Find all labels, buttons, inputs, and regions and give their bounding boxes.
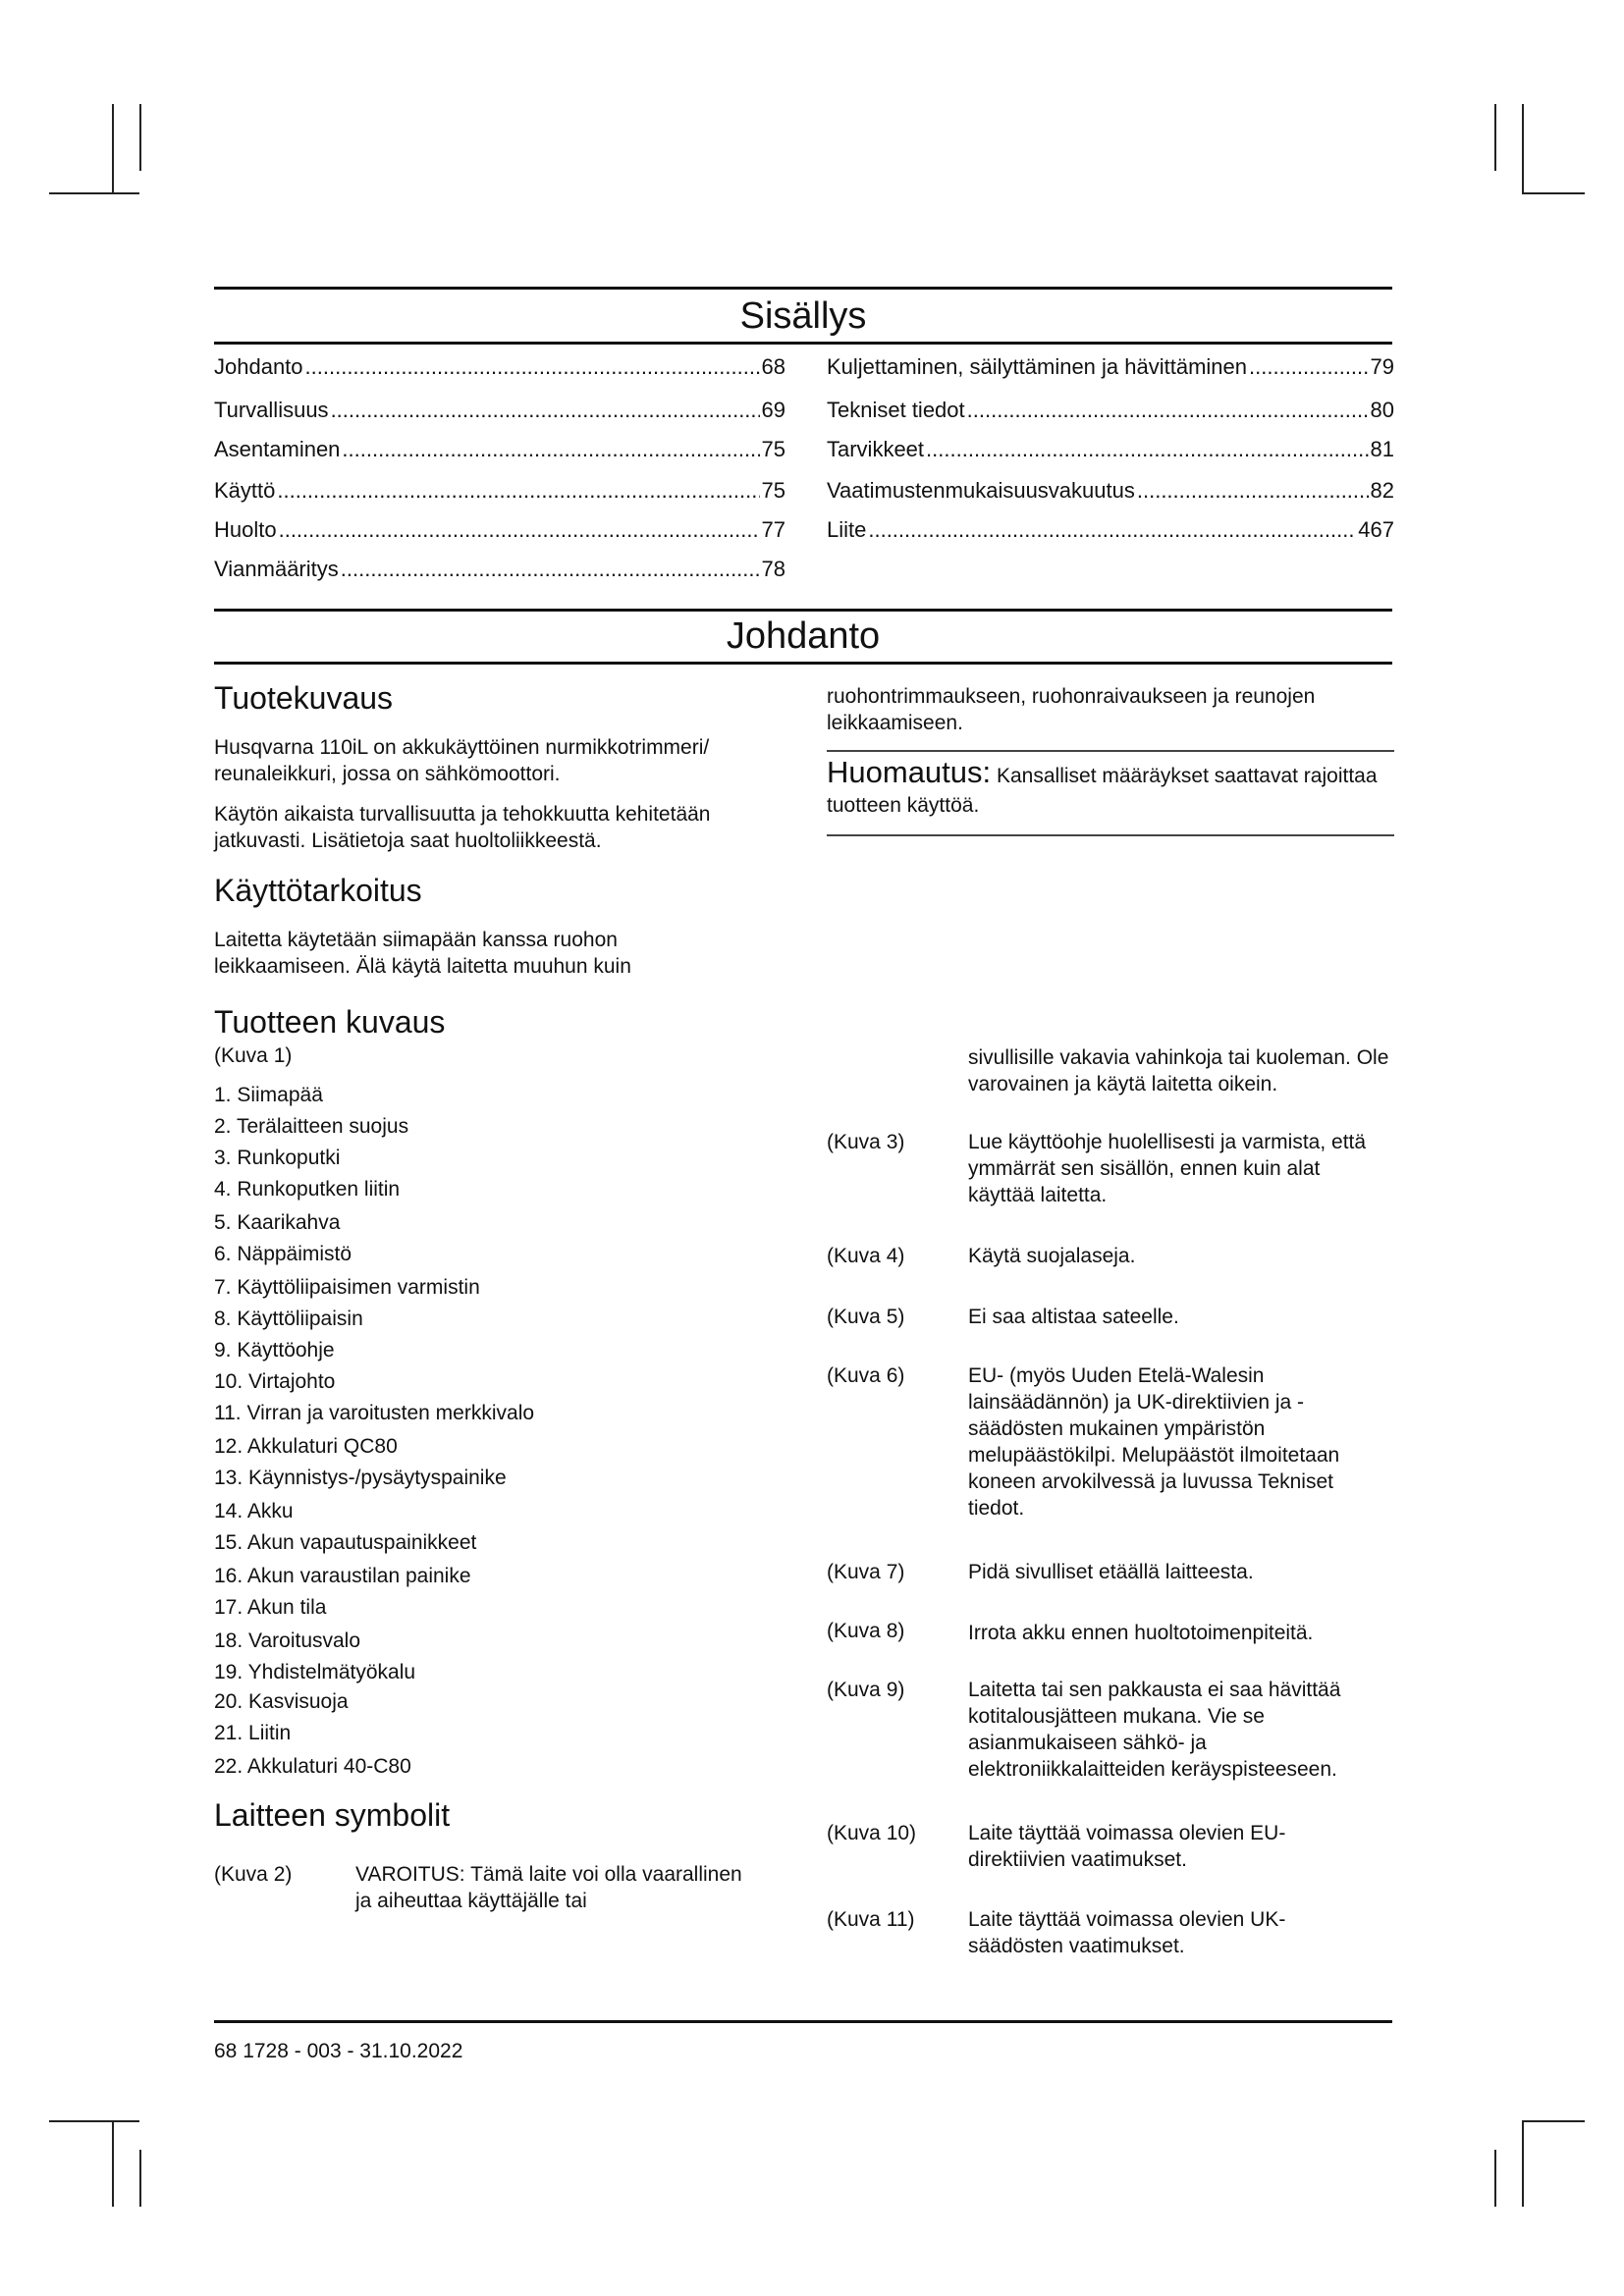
page-number: 68 xyxy=(214,2040,238,2062)
list-item: 22. Akkulaturi 40-C80 xyxy=(214,1755,411,1778)
section-title: Johdanto xyxy=(726,615,881,657)
toc-entry[interactable]: Vaatimustenmukaisuusvakuutus ..... 82 xyxy=(827,477,1394,505)
list-item: 21. Liitin xyxy=(214,1722,292,1744)
list-item: 7. Käyttöliipaisimen varmistin xyxy=(214,1276,480,1299)
figure-reference: (Kuva 1) xyxy=(214,1044,293,1067)
symbol-description: sivullisille vakavia vahinkoja tai kuoleman. Ole varovainen ja käytä laitetta oikein. xyxy=(968,1046,1389,1095)
symbol-reference: (Kuva 9) xyxy=(827,1679,905,1701)
list-item: 5. Kaarikahva xyxy=(214,1211,341,1234)
paragraph-product-description-2: Käytön aikaista turvallisuutta ja tehokkuutta kehitetään jatkuvasti. Lisätietoja saat huoltoliikkeestä. xyxy=(214,803,711,852)
paragraph-intended-use: Laitetta käytetään siimapään kanssa ruohon leikkaamiseen. Älä käytä laitetta muuhun kuin xyxy=(214,929,631,978)
list-item: 13. Käynnistys-/pysäytyspainike xyxy=(214,1467,507,1489)
symbol-description: Laitetta tai sen pakkausta ei saa hävittää kotitalousjätteen mukana. Vie se asianmukaiseen sähkö- ja elektroniikkalaitteiden keräyspisteeseen. xyxy=(968,1679,1341,1781)
list-item: 3. Runkoputki xyxy=(214,1147,341,1169)
symbol-reference: (Kuva 7) xyxy=(827,1561,905,1583)
crop-mark-tl-h xyxy=(49,192,139,194)
list-item: 15. Akun vapautuspainikkeet xyxy=(214,1531,477,1554)
list-item: 14. Akku xyxy=(214,1500,294,1522)
crop-mark-tl-v1 xyxy=(112,104,114,194)
list-item: 8. Käyttöliipaisin xyxy=(214,1308,363,1330)
symbol-reference: (Kuva 11) xyxy=(827,1908,915,1931)
symbol-description: VAROITUS: Tämä laite voi olla vaarallinen ja aiheuttaa käyttäjälle tai xyxy=(355,1863,742,1912)
symbol-reference: (Kuva 10) xyxy=(827,1822,917,1844)
symbol-description: Pidä sivulliset etäällä laitteesta. xyxy=(968,1561,1254,1583)
list-item: 9. Käyttöohje xyxy=(214,1339,335,1362)
crop-mark-br-h xyxy=(1522,2120,1585,2122)
list-item: 12. Akkulaturi QC80 xyxy=(214,1435,398,1458)
toc-entry[interactable]: Kuljettaminen, säilyttäminen ja hävittäminen ..... 79 xyxy=(827,353,1394,381)
list-item: 6. Näppäimistö xyxy=(214,1243,352,1265)
list-item: 11. Virran ja varoitusten merkkivalo xyxy=(214,1402,535,1424)
toc-top-rule xyxy=(214,287,1392,290)
heading-intended-use: Käyttötarkoitus xyxy=(214,873,422,908)
footer-rule xyxy=(214,2020,1392,2023)
section-top-rule xyxy=(214,609,1392,612)
symbol-reference: (Kuva 5) xyxy=(827,1306,905,1328)
toc-entry[interactable]: Turvallisuus ..... 69 xyxy=(214,397,785,424)
list-item: 4. Runkoputken liitin xyxy=(214,1178,401,1201)
list-item: 18. Varoitusvalo xyxy=(214,1629,361,1652)
list-item: 1. Siimapää xyxy=(214,1084,323,1106)
toc-entry[interactable]: Tekniset tiedot ..... 80 xyxy=(827,397,1394,424)
symbol-reference: (Kuva 6) xyxy=(827,1364,905,1387)
note-label: Huomautus: xyxy=(827,755,992,789)
list-item: 17. Akun tila xyxy=(214,1596,327,1619)
toc-entry[interactable]: Käyttö ..... 75 xyxy=(214,477,785,505)
toc-entry[interactable]: Asentaminen ..... 75 xyxy=(214,436,785,463)
note-text: Kansalliset määräykset saattavat rajoittaa tuotteen käyttöä. xyxy=(827,765,1378,817)
toc-entry[interactable]: Tarvikkeet ..... 81 xyxy=(827,436,1394,463)
symbol-reference: (Kuva 3) xyxy=(827,1131,905,1153)
heading-product-overview: Tuotteen kuvaus xyxy=(214,1004,446,1040)
toc-title-rule xyxy=(214,342,1392,345)
symbol-reference: (Kuva 4) xyxy=(827,1245,905,1267)
symbol-description: Lue käyttöohje huolellisesti ja varmista, että ymmärrät sen sisällön, ennen kuin alat käyttää laitetta. xyxy=(968,1131,1367,1206)
symbol-description: Irrota akku ennen huoltotoimenpiteitä. xyxy=(968,1622,1314,1644)
paragraph-intended-use-continued: ruohontrimmaukseen, ruohonraivaukseen ja reunojen leikkaamiseen. xyxy=(827,685,1316,734)
list-item: 20. Kasvisuoja xyxy=(214,1690,349,1713)
crop-mark-tr-v1 xyxy=(1494,104,1496,171)
note-top-rule xyxy=(827,750,1394,752)
toc-entry[interactable]: Huolto ..... 77 xyxy=(214,516,785,544)
heading-symbols: Laitteen symbolit xyxy=(214,1797,451,1833)
document-code: 1728 - 003 - 31.10.2022 xyxy=(243,2040,463,2062)
heading-product-description: Tuotekuvaus xyxy=(214,680,394,716)
note-block xyxy=(827,755,1394,821)
crop-mark-bl-h xyxy=(49,2120,139,2122)
page-footer xyxy=(214,2038,462,2064)
toc-title: Sisällys xyxy=(739,295,867,337)
section-title-rule xyxy=(214,662,1392,665)
list-item: 16. Akun varaustilan painike xyxy=(214,1565,471,1587)
crop-mark-bl-v1 xyxy=(112,2120,114,2207)
toc-entry[interactable]: Vianmääritys ..... 78 xyxy=(214,556,785,583)
crop-mark-tr-h xyxy=(1522,192,1585,194)
paragraph-product-description-1: Husqvarna 110iL on akkukäyttöinen nurmikkotrimmeri/ reunaleikkuri, jossa on sähkömoottori. xyxy=(214,736,710,785)
crop-mark-bl-v2 xyxy=(139,2150,141,2207)
symbol-reference: (Kuva 8) xyxy=(827,1620,905,1642)
symbol-description: Laite täyttää voimassa olevien EU-direktiivien vaatimukset. xyxy=(968,1822,1286,1871)
crop-mark-br-v2 xyxy=(1522,2120,1524,2207)
symbol-reference: (Kuva 2) xyxy=(214,1863,293,1886)
crop-mark-br-v1 xyxy=(1494,2150,1496,2207)
toc-entry[interactable]: Liite ..... 467 xyxy=(827,516,1394,544)
list-item: 10. Virtajohto xyxy=(214,1370,336,1393)
note-bottom-rule xyxy=(827,834,1394,836)
toc-entry[interactable]: Johdanto ..... 68 xyxy=(214,353,785,381)
symbol-description: Ei saa altistaa sateelle. xyxy=(968,1306,1179,1328)
list-item: 2. Terälaitteen suojus xyxy=(214,1115,409,1138)
list-item: 19. Yhdistelmätyökalu xyxy=(214,1661,416,1683)
symbol-description: EU- (myös Uuden Etelä-Walesin lainsäädännön) ja UK-direktiivien ja -säädösten mukainen ympäristön melupäästökilpi. Melupäästöt ilmoitetaan koneen arvokilvessä ja luvussa Tekniset tiedot. xyxy=(968,1364,1340,1520)
symbol-description: Käytä suojalaseja. xyxy=(968,1245,1136,1267)
symbol-description: Laite täyttää voimassa olevien UK-säädösten vaatimukset. xyxy=(968,1908,1286,1957)
crop-mark-tl-v2 xyxy=(139,104,141,171)
crop-mark-tr-v2 xyxy=(1522,104,1524,194)
